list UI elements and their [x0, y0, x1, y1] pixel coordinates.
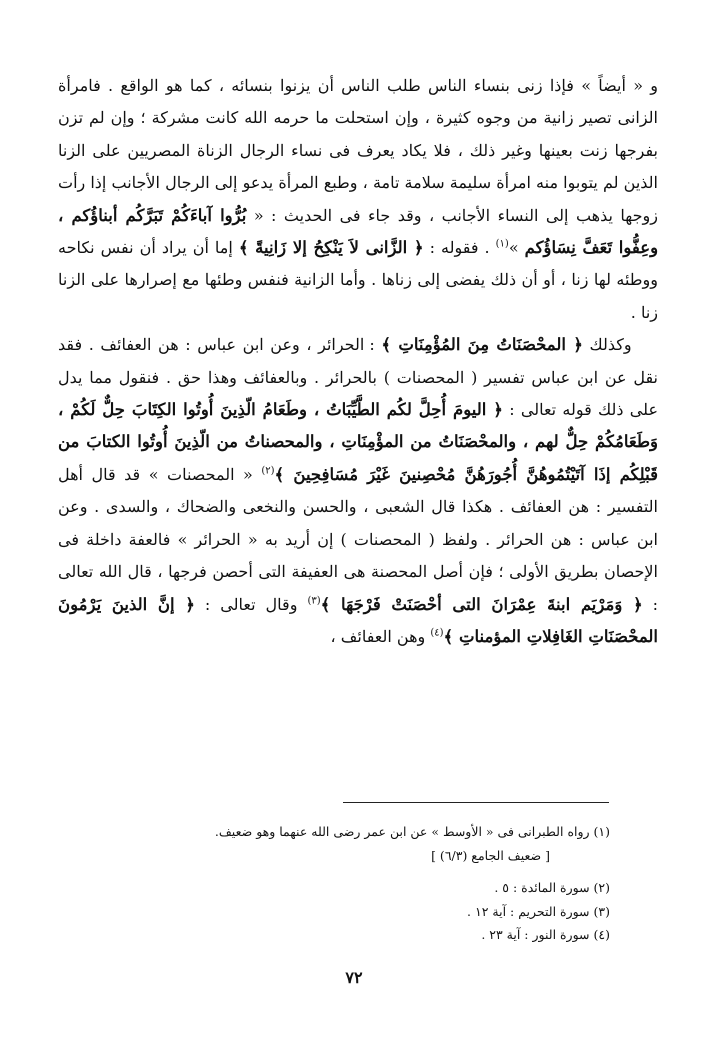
- text-run: و « أيضاً » فإذا زنى بنساء الناس طلب الناس أن يزنوا بنسائه ، كما هو الواقع . فامرأة الزانى تصير زانية من وجوه كثيرة ، وإن استحلت ما حرمه الله كانت مشركة ؛ وإن لم تزن بفرجها زنت بعينها وغير ذلك ، فلا يكاد يعرف فى نساء الرجال الزناة المصريين على الزنا الذين لم يتوبوا منه امرأة سليمة سلامة تامة ، وطبع المرأة يدعو إلى الرجال الأجانب إذا رأت زوجها يذهب إلى النساء الأجانب ، وقد جاء فى الحديث : «: [58, 76, 659, 225]
- text-run: وهن العفائف ،: [330, 626, 426, 646]
- footnote-ref-2: (٢): [261, 465, 275, 477]
- page-number: ٧٢: [345, 968, 363, 987]
- body-text: [58, 70, 658, 653]
- footnote-4: (٤) سورة النور : آية ٢٣ .: [481, 927, 610, 943]
- quran-verse: ﴿ اليومَ أُحِلَّ لكُم الطَّيِّبَاتُ ، وطَعَامُ الّذِينَ أُوتُوا الكِتَابَ حِلٌّ لَكُمْ ، وَطَعَامُكُمْ حِلٌّ لهم ، والمحْصَنَاتُ من المؤْمِنَاتِ ، والمحصناتُ من الّذِينَ أُوتُوا الكتابَ من قَبْلِكُم إذَا آتَيْتُمُوهُنَّ أُجُورَهُنَّ مُحْصِنينَ غَيْرَ مُسَافِحِينَ ﴾: [58, 400, 658, 484]
- text-run: إما أن يراد أن نفس نكاحه ووطئه لها زنا ، أو أن ذلك يفضى إلى زناها . وأما الزانية فنفس وطئها مع إصرارها على الزنا زنا .: [58, 238, 658, 322]
- footnote-spacer: [110, 867, 610, 876]
- hadith-quote: بُرُّوا آباءَكُمْ تَبَرَّكُم أبناؤُكم ، وعِفُّوا تَعَفَّ نِسَاؤُكم: [58, 205, 659, 258]
- footnote-ref-4: (٤): [430, 627, 444, 639]
- footnote-1: (١) رواه الطبرانى فى « الأوسط » عن ابن عمر رضى الله عنهما وهو ضعيف.: [214, 824, 610, 839]
- text-run: . فقوله :: [429, 238, 490, 258]
- footnote-divider: [343, 802, 609, 803]
- footnotes: [110, 820, 610, 947]
- footnote-ref-1: (١): [495, 238, 509, 250]
- text-run: »: [508, 238, 519, 258]
- quran-verse: ﴿ إنَّ الذينَ يَرْمُونَ المحْصَنَاتِ الغَافِلاتِ المؤمناتِ ﴾: [58, 594, 658, 646]
- paragraph-1: [58, 70, 658, 329]
- footnote-2: (٢) سورة المائدة : ٥ .: [494, 880, 610, 896]
- text-run: وكذلك: [589, 335, 632, 355]
- footnote-1-reference: [ ضعيف الجامع (٦/٣) ]: [431, 847, 550, 863]
- footnote-ref-3: (٣): [307, 595, 321, 607]
- quran-verse: ﴿ الزَّانى لاَ يَنْكِحُ إلا زَانِيةً ﴾: [238, 238, 424, 258]
- paragraph-2: [58, 329, 658, 653]
- footnote-3: (٣) سورة التحريم : آية ١٢ .: [467, 903, 610, 919]
- text-run: : الحرائر ، وعن ابن عباس : هن العفائف . فقد نقل عن ابن عباس تفسير ( المحصنات ) بالحرائر . وبالعفائف وهذا حق . فنقول مما يدل على ذلك قوله تعالى :: [58, 335, 658, 420]
- text-run: « المحصنات » قد قال أهل التفسير : هن العفائف . هكذا قال الشعبى ، والحسن والنخعى والضحاك ، والسدى . وعن ابن عباس : هن الحرائر . ولفظ ( المحصنات ) إن أريد به « الحرائر » فالعفة داخلة فى الإحصان بطريق الأولى ؛ فإن أصل المحصنة هى العفيفة التى أحصن فرجها ، قال الله تعالى :: [58, 464, 659, 614]
- quran-verse: ﴿ وَمَرْيَم ابنةَ عِمْرَانَ التى أحْصَنَتْ فَرْجَهَا ﴾: [320, 594, 643, 614]
- quran-verse: ﴿ المحْصَنَاتُ مِنَ المُؤْمِنَاتِ ﴾: [381, 335, 583, 355]
- text-run: وقال تعالى :: [204, 594, 298, 614]
